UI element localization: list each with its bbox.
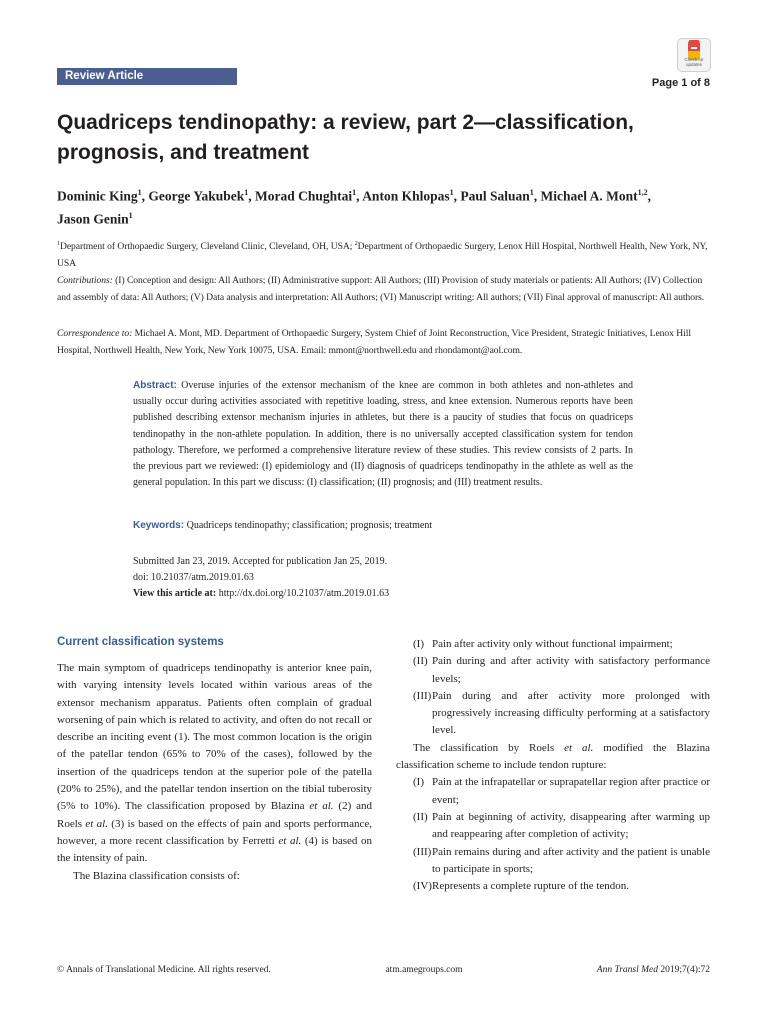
- affiliations: [57, 236, 712, 272]
- paragraph-text: The classification by Roels: [413, 741, 565, 754]
- crossmark-label: Check for updates: [684, 57, 704, 67]
- affiliation-2: Department of Orthopaedic Surgery, Lenox Hill Hospital, Northwell Health, New York, NY, USA: [57, 241, 708, 270]
- author-name: Jason Genin: [57, 211, 129, 226]
- list-item: [396, 774, 710, 809]
- paragraph-text: (3) is based on the effects of pain and sports performance, however, a more recent classification by Ferretti: [57, 817, 372, 847]
- page-number: Page 1 of 8: [651, 77, 710, 89]
- list-text: Pain after activity only without functional impairment;: [432, 638, 673, 650]
- list-item: [396, 688, 710, 740]
- paragraph-text: (2) and Roels: [57, 800, 373, 830]
- list-text: Pain remains during and after activity and the patient is unable to participate in sports;: [432, 845, 710, 875]
- list-item: [396, 878, 710, 895]
- article-type-badge: Review Article: [57, 68, 237, 85]
- left-column: [57, 660, 372, 885]
- view-article-label: View this article at:: [133, 588, 217, 599]
- list-item: [396, 809, 710, 844]
- affiliation-mark: 1: [57, 241, 60, 247]
- list-number: (I): [413, 776, 424, 789]
- author-name: Anton Khlopas: [362, 188, 450, 204]
- list-text: Pain during and after activity more prolonged with progressively increasing difficulty performing at a satisfactory level.: [432, 689, 710, 737]
- author-affiliation-mark: 1: [529, 188, 534, 197]
- paragraph-text: modified the Blazina classification scheme to include tendon rupture:: [396, 741, 711, 772]
- et-al: et al.: [85, 817, 108, 830]
- abstract-text: Overuse injuries of the extensor mechanism of the knee are common in both athletes and non-athletes and usually occur during activities associated with repetitive loading, stress, and knee extension. Numerous reports have been published describing extensor mechanism injuries in athletes, but there is a paucity of studies that focus on quadriceps tendinopathy in the non-athlete population. In addition, there is no universally accepted classification system for tendon pathology. Therefore, we performed a comprehensive literature review of these studies. This review consists of 2 parts. In the previous part we reviewed: (I) epidemiology and (II) diagnosis of quadriceps tendinopathy in the athlete as well as the general population. In this part we discuss: (I) classification; (II) prognosis; and (III) treatment results.: [133, 380, 633, 489]
- list-text: Pain during and after activity with satisfactory performance levels;: [432, 655, 710, 685]
- author-affiliation-mark: 1: [137, 188, 142, 197]
- section-heading: Current classification systems: [57, 636, 224, 648]
- et-al: et al.: [278, 834, 302, 847]
- author-affiliation-mark: 1: [449, 188, 454, 197]
- paragraph-text: (4) is based on the intensity of pain.: [57, 834, 373, 865]
- list-text: Pain at the infrapatellar or suprapatellar region after practice or event;: [432, 776, 710, 806]
- keywords: [133, 519, 633, 533]
- list-item: [396, 653, 710, 688]
- author-list: Dominic King$^1$, George Yakubek$^1$, Morad Chughtai$^1$, Anton Khlopas$^1$, Paul Saluan$^1$, Michael A. Mont$^{1,2}$, Jason Genin$^1$: [57, 188, 652, 226]
- list-item: [396, 636, 710, 653]
- author-name: Dominic King: [57, 188, 138, 204]
- abstract: [133, 378, 633, 491]
- correspondence: [57, 325, 712, 359]
- keywords-text: Quadriceps tendinopathy; classification; prognosis; treatment: [184, 520, 433, 531]
- footer-copyright: © Annals of Translational Medicine. All rights reserved.: [57, 965, 271, 975]
- affiliation-mark: 2: [354, 241, 358, 247]
- keywords-label: Keywords:: [133, 520, 185, 531]
- author-affiliation-mark: 1,2: [637, 188, 648, 197]
- list-number: (IV): [413, 880, 432, 893]
- article-url-link[interactable]: http://dx.doi.org/10.21037/atm.2019.01.63: [216, 588, 390, 599]
- correspondence-label: Correspondence to:: [57, 328, 133, 339]
- article-title: Quadriceps tendinopathy: a review, part 2—classification, prognosis, and treatment: [57, 111, 634, 164]
- journal-abbrev: Ann Transl Med: [596, 965, 659, 975]
- list-number: (II): [413, 655, 428, 668]
- author-affiliation-mark: 1: [352, 188, 357, 197]
- list-text: Represents a complete rupture of the tendon.: [432, 880, 630, 893]
- article-link: [133, 587, 633, 601]
- footer-citation: [597, 965, 710, 975]
- author-name: Paul Saluan: [460, 188, 530, 204]
- et-al: et al.: [564, 741, 594, 754]
- journal-issue: 2019;7(4):72: [658, 965, 710, 975]
- doi: doi: 10.21037/atm.2019.01.63: [133, 572, 254, 583]
- body-paragraph: [57, 660, 372, 868]
- affiliation-1: Department of Orthopaedic Surgery, Cleveland Clinic, Cleveland, OH, USA;: [59, 241, 355, 253]
- et-al: et al.: [309, 800, 334, 813]
- list-number: (I): [413, 638, 424, 650]
- list-number: (III): [413, 845, 432, 858]
- author-affiliation-mark: 1: [244, 188, 249, 197]
- contributions: [57, 272, 712, 306]
- contributions-text: (I) Conception and design: All Authors; (II) Administrative support: All Authors; (III) Provision of study materials or patients: All Authors; (IV) Collection and assembly of data: All Authors; (V) Data analysis and interpretation: All Authors; (VI) Manuscript writing: All authors; (VII) Final approval of manuscript: All authors.: [57, 275, 705, 303]
- list-item: [396, 844, 710, 879]
- list-text: Pain at beginning of activity, disappearing after warming up and reappearing after completion of activity;: [432, 810, 710, 841]
- crossmark-button[interactable]: [677, 38, 711, 72]
- submission-dates: Submitted Jan 23, 2019. Accepted for publication Jan 25, 2019.: [133, 556, 388, 567]
- body-paragraph: The Blazina classification consists of:: [73, 869, 240, 882]
- author-name: Morad Chughtai: [255, 188, 353, 204]
- correspondence-text: Michael A. Mont, MD. Department of Orthopaedic Surgery, System Chief of Joint Reconstruction, Vice President, Strategic Initiatives, Lenox Hill Hospital, Northwell Health, New York, New York 10075, USA. Email: mmont@northwell.edu and rhondamont@aol.com.: [57, 328, 691, 356]
- body-paragraph: [396, 740, 710, 775]
- list-number: (II): [413, 810, 428, 823]
- paragraph-text: The main symptom of quadriceps tendinopathy is anterior knee pain, with varying intensity levels located within various areas of the extensor mechanism apparatus. Patients often complain of gradual worsening of pain which is related to activity, and often do not recall or describe an inciting event (1). The most common location is the origin of the patellar tendon (65% to 70% of the cases), followed by the insertion of the quadriceps tendon at the superior pole of the patella (20% to 25%), and the patellar tendon insertion on the tibial tuberosity (5% to 10%). The classification proposed by Blazina: [57, 662, 372, 813]
- author-affiliation-mark: 1: [128, 210, 133, 220]
- contributions-label: Contributions:: [57, 275, 113, 286]
- author-name: Michael A. Mont: [540, 188, 638, 204]
- list-number: (III): [413, 689, 432, 702]
- footer-site-link[interactable]: atm.amegroups.com: [385, 965, 463, 975]
- abstract-label: Abstract:: [133, 380, 177, 391]
- right-column: [396, 636, 710, 895]
- author-name: George Yakubek: [148, 188, 245, 204]
